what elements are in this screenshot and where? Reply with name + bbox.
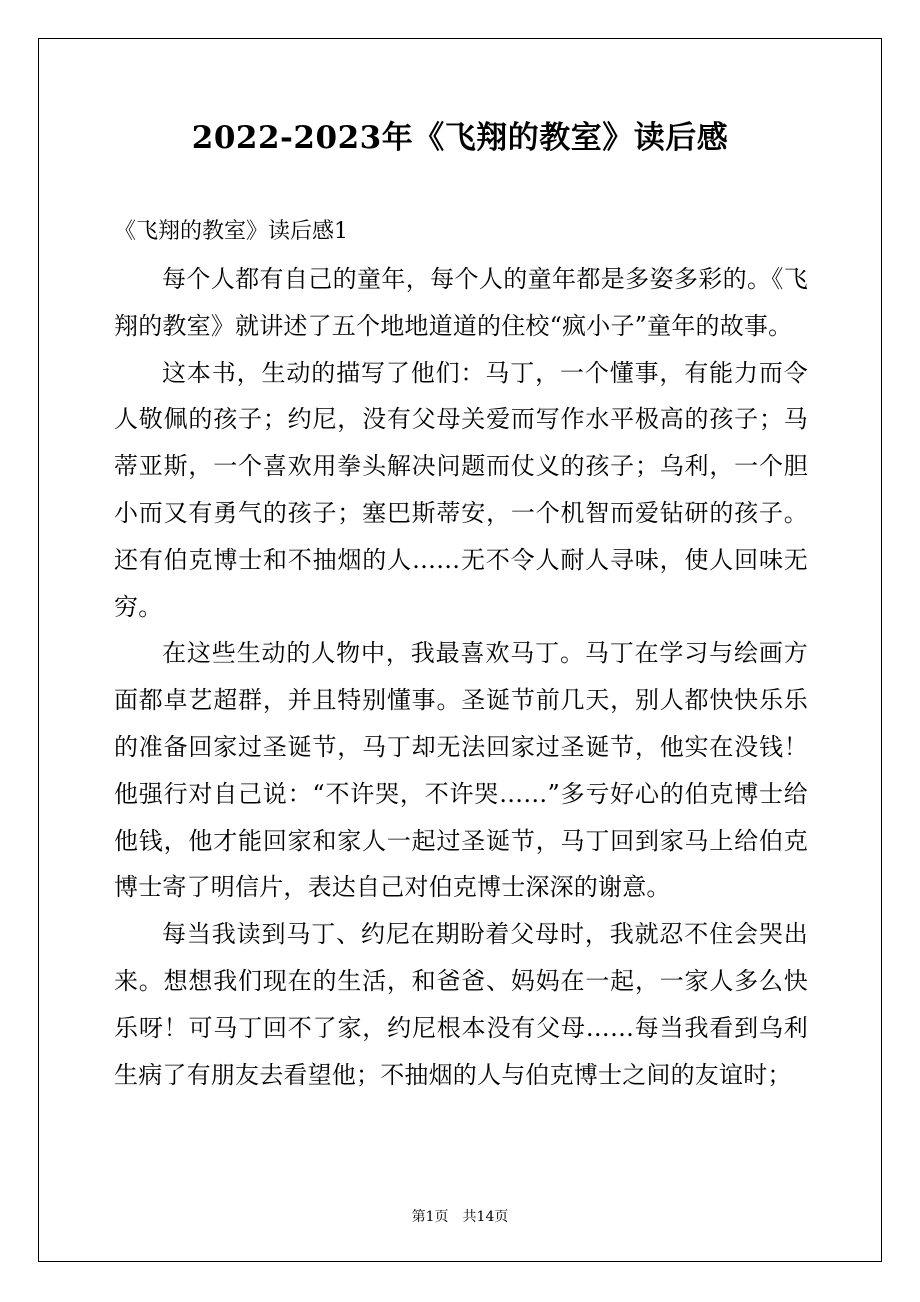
paragraph: 在这些生动的人物中，我最喜欢马丁。马丁在学习与绘画方面都卓艺超群，并且特别懂事。圣诞节前几天，别人都快快乐乐的准备回家过圣诞节，马丁却无法回家过圣诞节，他实在没钱！他强行对自己说：“不许哭，不许哭……”多亏好心的伯克博士给他钱，他才能回家和家人一起过圣诞节，马丁回到家马上给伯克博士寄了明信片，表达自己对伯克博士深深的谢意。 [114,639,808,902]
paragraph: 这本书，生动的描写了他们：马丁，一个懂事，有能力而令人敬佩的孩子；约尼，没有父母关爱而写作水平极高的孩子；马蒂亚斯，一个喜欢用拳头解决问题而仗义的孩子；乌利，一个胆小而又有勇气的孩子；塞巴斯蒂安，一个机智而爱钻研的孩子。还有伯克博士和不抽烟的人……无不令人耐人寻味，使人回味无穷。 [114,358,808,621]
section-heading: 《飞翔的教室》读后感1 [114,219,348,244]
page-footer: 第1页 共14页 [411,1209,509,1225]
document-title: 2022-2023年《飞翔的教室》读后感 [191,120,729,156]
document-body [114,212,808,1098]
paragraph: 每个人都有自己的童年，每个人的童年都是多姿多彩的。《飞翔的教室》就讲述了五个地地道道的住校“疯小子”童年的故事。 [114,265,808,340]
paragraph: 每当我读到马丁、约尼在期盼着父母时，我就忍不住会哭出来。想想我们现在的生活，和爸爸、妈妈在一起，一家人多么快乐呀！可马丁回不了家，约尼根本没有父母……每当我看到乌利生病了有朋友去看望他；不抽烟的人与伯克博士之间的友谊时； [114,920,808,1089]
